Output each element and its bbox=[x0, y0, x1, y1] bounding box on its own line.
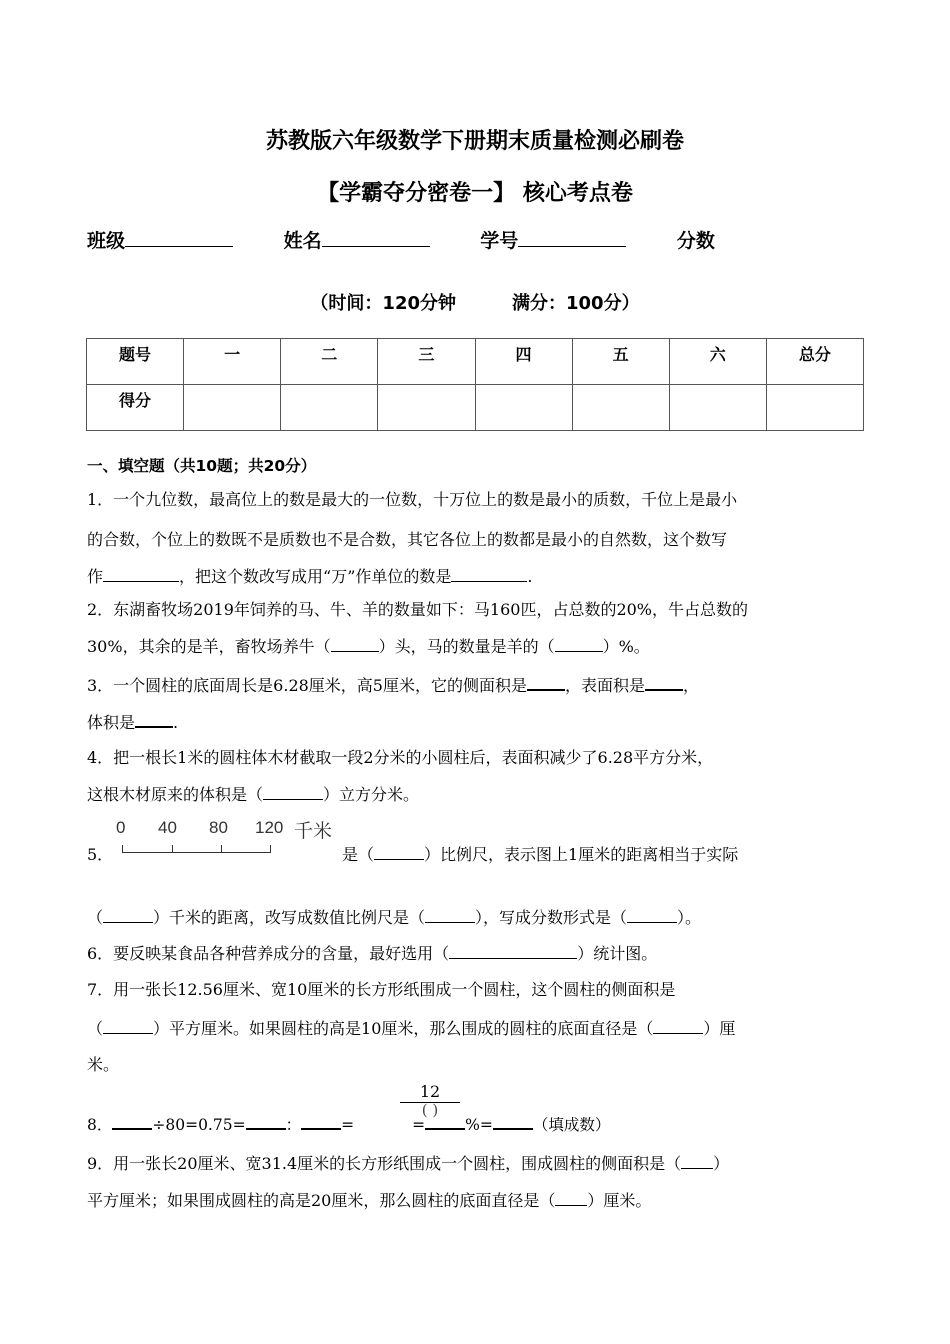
name-label: 姓名 bbox=[283, 230, 322, 252]
question-5-line-1 bbox=[342, 842, 738, 865]
text: ， bbox=[683, 676, 700, 695]
table-cell: 五 bbox=[572, 339, 669, 385]
table-cell: 一 bbox=[184, 339, 281, 385]
student-id-field[interactable] bbox=[518, 226, 626, 247]
answer-blank[interactable] bbox=[555, 635, 603, 652]
text: ），写成分数形式是（ bbox=[475, 908, 628, 927]
text: . bbox=[527, 567, 533, 586]
text: 是（ bbox=[342, 845, 375, 864]
fraction-numerator: 12 bbox=[400, 1082, 460, 1103]
name-field[interactable] bbox=[322, 226, 430, 247]
answer-blank[interactable] bbox=[263, 783, 323, 800]
score-cell[interactable] bbox=[378, 385, 475, 431]
question-4-line-2 bbox=[87, 782, 419, 805]
time-and-score-info bbox=[0, 289, 950, 315]
answer-blank[interactable] bbox=[627, 906, 677, 923]
scale-tick bbox=[221, 845, 222, 853]
question-7-line-1: 7．用一张长12.56厘米、宽10厘米的长方形纸围成一个圆柱，这个圆柱的侧面积是 bbox=[87, 980, 676, 999]
answer-blank[interactable] bbox=[681, 1152, 713, 1169]
score-cell[interactable] bbox=[669, 385, 766, 431]
answer-blank[interactable] bbox=[374, 843, 424, 860]
question-2-line-1: 2．东湖畜牧场2019年饲养的马、牛、羊的数量如下：马160匹，占总数的20%，牛占总数的 bbox=[87, 600, 749, 619]
fraction-denominator-blank[interactable]: ( ) bbox=[421, 1101, 439, 1119]
table-cell: 三 bbox=[378, 339, 475, 385]
question-9-line-2 bbox=[87, 1188, 651, 1211]
answer-blank[interactable] bbox=[331, 635, 379, 652]
scale-tick-label: 0 bbox=[116, 818, 126, 837]
answer-blank[interactable] bbox=[425, 1112, 465, 1130]
text: ）厘 bbox=[703, 1019, 736, 1038]
text: ）厘米。 bbox=[587, 1191, 652, 1210]
question-5-line-2 bbox=[87, 905, 701, 928]
answer-blank[interactable] bbox=[451, 565, 527, 582]
text: 8． bbox=[87, 1116, 113, 1134]
exam-subtitle: 【学霸夺分密卷一】 核心考点卷 bbox=[317, 181, 633, 206]
text: = bbox=[412, 1116, 426, 1134]
answer-blank[interactable] bbox=[493, 1112, 533, 1130]
text: ）%。 bbox=[602, 637, 650, 656]
answer-blank[interactable] bbox=[527, 673, 565, 691]
scale-tick bbox=[270, 845, 271, 853]
question-1-line-1: 1．一个九位数，最高位上的数是最大的一位数，十万位上的数是最小的质数，千位上是最小 bbox=[87, 490, 738, 509]
scale-axis-line bbox=[122, 852, 270, 853]
text: 平方厘米；如果围成圆柱的高是20厘米，那么圆柱的底面直径是（ bbox=[87, 1191, 556, 1210]
answer-blank[interactable] bbox=[135, 710, 173, 728]
class-field[interactable] bbox=[125, 226, 233, 247]
scale-tick-label: 80 bbox=[209, 818, 228, 837]
question-6-line-1 bbox=[87, 941, 657, 964]
text: （ bbox=[87, 908, 104, 927]
question-4-line-1: 4．把一根长1米的圆柱体木材截取一段2分米的小圆柱后，表面积减少了6.28平方分米， bbox=[87, 748, 714, 767]
student-id-label: 学号 bbox=[480, 230, 519, 252]
score-cell[interactable] bbox=[281, 385, 378, 431]
score-cell[interactable] bbox=[475, 385, 572, 431]
text: （填成数） bbox=[532, 1116, 611, 1134]
text: 3．一个圆柱的底面周长是6.28厘米，高5厘米，它的侧面积是 bbox=[87, 676, 527, 695]
table-cell: 题号 bbox=[87, 339, 184, 385]
scale-tick bbox=[172, 845, 173, 853]
text: ）统计图。 bbox=[577, 944, 658, 963]
score-label: 分数 bbox=[676, 230, 715, 252]
table-score-row bbox=[87, 385, 864, 431]
text: = bbox=[341, 1116, 355, 1134]
text: ）头，马的数量是羊的（ bbox=[378, 637, 555, 656]
full-score-label: 满分：100分） bbox=[512, 293, 640, 314]
class-label: 班级 bbox=[87, 230, 126, 252]
answer-blank[interactable] bbox=[103, 906, 153, 923]
table-cell: 二 bbox=[281, 339, 378, 385]
question-1-line-3 bbox=[87, 564, 532, 587]
exam-title: 苏教版六年级数学下册期末质量检测必刷卷 bbox=[265, 129, 684, 154]
scale-unit-label: 千米 bbox=[294, 820, 333, 842]
text: ）比例尺，表示图上1厘米的距离相当于实际 bbox=[424, 845, 739, 864]
time-label: （时间：120分钟 bbox=[310, 293, 456, 314]
text: ，表面积是 bbox=[565, 676, 646, 695]
text: %= bbox=[465, 1116, 493, 1134]
text: ÷80=0.75= bbox=[152, 1116, 246, 1134]
section-title: 一、填空题（共10题；共20分） bbox=[87, 457, 317, 475]
text: ）平方厘米。如果圆柱的高是10厘米，那么围成的圆柱的底面直径是（ bbox=[153, 1019, 654, 1038]
text: 作 bbox=[87, 567, 104, 586]
table-cell: 得分 bbox=[87, 385, 184, 431]
question-3-line-2 bbox=[87, 710, 178, 733]
text: 6．要反映某食品各种营养成分的含量，最好选用（ bbox=[87, 944, 450, 963]
text: . bbox=[173, 713, 179, 732]
score-cell[interactable] bbox=[766, 385, 863, 431]
answer-blank[interactable] bbox=[555, 1189, 587, 1206]
text: ）立方分米。 bbox=[323, 785, 420, 804]
text: ，把这个数改写成用“万”作单位的数是 bbox=[179, 567, 452, 586]
text: 30%，其余的是羊，畜牧场养牛（ bbox=[87, 637, 331, 656]
text: ： bbox=[285, 1116, 302, 1134]
question-9-line-1 bbox=[87, 1151, 729, 1174]
answer-blank[interactable] bbox=[103, 1017, 153, 1034]
scale-tick bbox=[122, 845, 123, 853]
text: 这根木材原来的体积是（ bbox=[87, 785, 264, 804]
table-cell: 四 bbox=[475, 339, 572, 385]
question-3-line-1 bbox=[87, 673, 699, 696]
answer-blank[interactable] bbox=[301, 1112, 341, 1130]
scale-bar-figure bbox=[116, 818, 346, 860]
score-cell[interactable] bbox=[184, 385, 281, 431]
answer-blank[interactable] bbox=[645, 673, 683, 691]
table-cell: 总分 bbox=[766, 339, 863, 385]
table-header-row bbox=[87, 339, 864, 385]
answer-blank[interactable] bbox=[112, 1112, 152, 1130]
score-cell[interactable] bbox=[572, 385, 669, 431]
answer-blank[interactable] bbox=[103, 565, 179, 582]
text: 9．用一张长20厘米、宽31.4厘米的长方形纸围成一个圆柱，围成圆柱的侧面积是（ bbox=[87, 1154, 682, 1173]
text: 体积是 bbox=[87, 713, 136, 732]
question-5-number: 5． bbox=[87, 845, 114, 864]
question-1-line-2: 的合数，个位上的数既不是质数也不是合数，其它各位上的数都是最小的自然数，这个数写 bbox=[87, 530, 728, 549]
scale-tick-label: 40 bbox=[158, 818, 177, 837]
answer-blank[interactable] bbox=[653, 1017, 703, 1034]
answer-blank[interactable] bbox=[425, 906, 475, 923]
score-table bbox=[86, 338, 864, 431]
student-info-row bbox=[87, 226, 715, 253]
text: ）。 bbox=[677, 908, 702, 927]
answer-blank[interactable] bbox=[246, 1112, 286, 1130]
question-2-line-2 bbox=[87, 634, 650, 657]
scale-tick-label: 120 bbox=[255, 818, 284, 837]
text: ）千米的距离，改写成数值比例尺是（ bbox=[153, 908, 426, 927]
question-7-line-3: 米。 bbox=[87, 1055, 120, 1074]
question-8-line-1 bbox=[87, 1112, 610, 1135]
table-cell: 六 bbox=[669, 339, 766, 385]
text: （ bbox=[87, 1019, 104, 1038]
question-7-line-2 bbox=[87, 1016, 735, 1039]
text: ） bbox=[713, 1154, 730, 1173]
answer-blank[interactable] bbox=[449, 942, 577, 959]
